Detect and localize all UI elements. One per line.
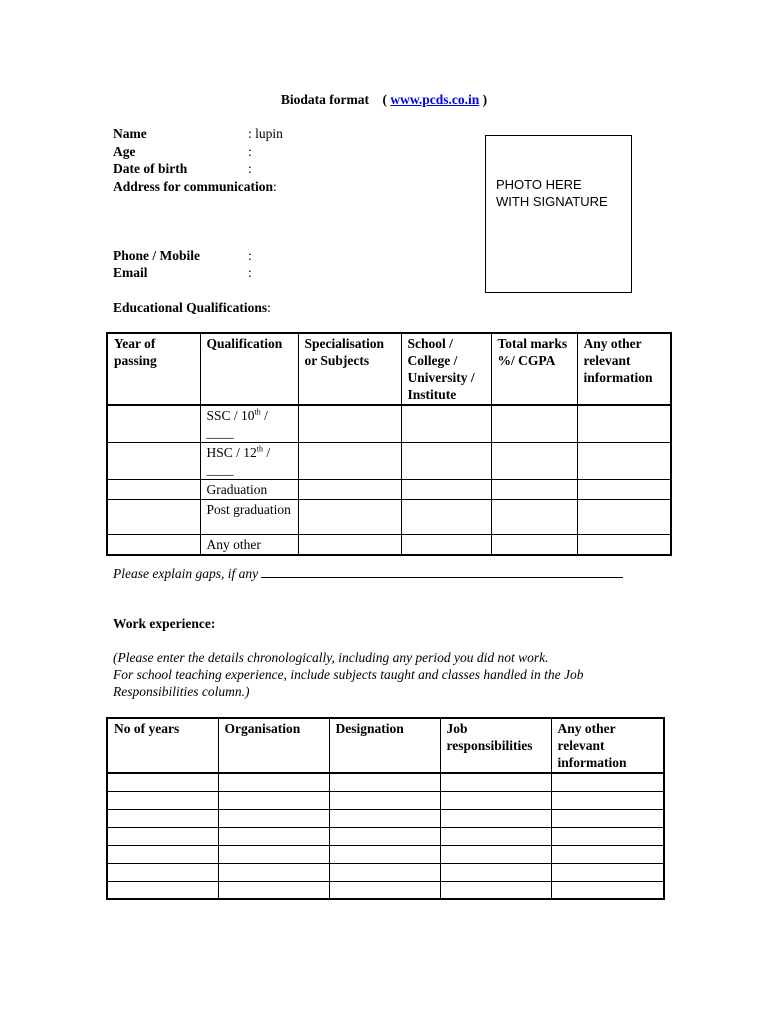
col-qualification: Qualification: [200, 333, 298, 405]
document-title: Biodata format ( www.pcds.co.in ): [280, 92, 488, 107]
table-row: [107, 500, 671, 535]
col-specialisation: Specialisation or Subjects: [298, 333, 401, 405]
work-table: [106, 717, 665, 900]
col-no-of-years: No of years: [107, 718, 218, 773]
work-cell[interactable]: [551, 845, 664, 863]
work-cell[interactable]: [107, 881, 218, 899]
education-table: [106, 332, 672, 556]
education-header-row: [107, 333, 671, 405]
work-cell[interactable]: [107, 773, 218, 791]
table-row: [107, 480, 671, 500]
field-label-address: Address for communication:: [113, 179, 277, 194]
work-cell[interactable]: [551, 863, 664, 881]
qualification-cell: SSC / 10th / ____: [200, 405, 298, 443]
work-cell[interactable]: [440, 881, 551, 899]
work-cell[interactable]: [107, 845, 218, 863]
work-cell[interactable]: [440, 791, 551, 809]
photo-box: [485, 135, 632, 293]
table-row: [107, 827, 664, 845]
col-designation: Designation: [329, 718, 440, 773]
website-link[interactable]: www.pcds.co.in: [390, 92, 480, 107]
work-cell[interactable]: [551, 881, 664, 899]
work-cell[interactable]: [218, 827, 329, 845]
work-cell[interactable]: [107, 809, 218, 827]
field-label-dob: Date of birth: [113, 161, 188, 176]
work-cell[interactable]: [440, 845, 551, 863]
gaps-input-line[interactable]: [261, 564, 623, 578]
table-row: [107, 881, 664, 899]
work-heading: Work experience:: [113, 616, 216, 631]
col-institute: School / College / University / Institute: [401, 333, 491, 405]
work-cell[interactable]: [551, 827, 664, 845]
qualification-cell: HSC / 12th / ____: [200, 443, 298, 480]
field-label-phone: Phone / Mobile: [113, 248, 200, 263]
table-row: [107, 443, 671, 480]
field-label-name: Name: [113, 126, 147, 141]
work-cell[interactable]: [551, 773, 664, 791]
col-job-responsibilities: Job responsibilities: [440, 718, 551, 773]
table-row: [107, 863, 664, 881]
work-header-row: [107, 718, 664, 773]
gaps-prompt: Please explain gaps, if any: [113, 564, 623, 582]
work-cell[interactable]: [329, 845, 440, 863]
field-value-phone: :: [248, 248, 252, 263]
field-value-email: :: [248, 265, 252, 280]
field-value-age: :: [248, 144, 252, 159]
work-cell[interactable]: [440, 809, 551, 827]
work-cell[interactable]: [440, 863, 551, 881]
work-cell[interactable]: [107, 791, 218, 809]
table-row: [107, 405, 671, 443]
table-row: [107, 791, 664, 809]
work-cell[interactable]: [329, 773, 440, 791]
work-cell[interactable]: [218, 773, 329, 791]
qualification-cell: Post graduation: [200, 500, 298, 535]
work-cell[interactable]: [329, 827, 440, 845]
education-heading: Educational Qualifications:: [113, 300, 271, 315]
work-cell[interactable]: [329, 809, 440, 827]
work-cell[interactable]: [440, 827, 551, 845]
work-cell[interactable]: [218, 881, 329, 899]
qualification-cell: Any other: [200, 535, 298, 556]
photo-box-text: PHOTO HERE WITH SIGNATURE: [496, 177, 608, 209]
col-organisation: Organisation: [218, 718, 329, 773]
work-cell[interactable]: [218, 863, 329, 881]
table-row: [107, 809, 664, 827]
work-cell[interactable]: [551, 791, 664, 809]
work-cell[interactable]: [218, 809, 329, 827]
table-row: [107, 773, 664, 791]
field-label-age: Age: [113, 144, 136, 159]
work-cell[interactable]: [218, 845, 329, 863]
field-label-email: Email: [113, 265, 148, 280]
col-other-info: Any other relevant information: [577, 333, 671, 405]
col-year-of-passing: Year of passing: [107, 333, 200, 405]
field-value-name: : lupin: [248, 126, 283, 141]
col-total-marks: Total marks %/ CGPA: [491, 333, 577, 405]
work-cell[interactable]: [107, 863, 218, 881]
work-cell[interactable]: [440, 773, 551, 791]
table-row: [107, 845, 664, 863]
work-cell[interactable]: [107, 827, 218, 845]
work-cell[interactable]: [329, 881, 440, 899]
table-row: [107, 535, 671, 556]
qualification-cell: Graduation: [200, 480, 298, 500]
field-value-dob: :: [248, 161, 252, 176]
col-work-other-info: Any other relevant information: [551, 718, 664, 773]
work-cell[interactable]: [551, 809, 664, 827]
work-note: (Please enter the details chronologically, including any period you did not work. For school teaching experience, include subjects taught and classes handled in the Job Responsibilities column.): [113, 650, 584, 699]
work-cell[interactable]: [329, 791, 440, 809]
work-cell[interactable]: [218, 791, 329, 809]
work-cell[interactable]: [329, 863, 440, 881]
